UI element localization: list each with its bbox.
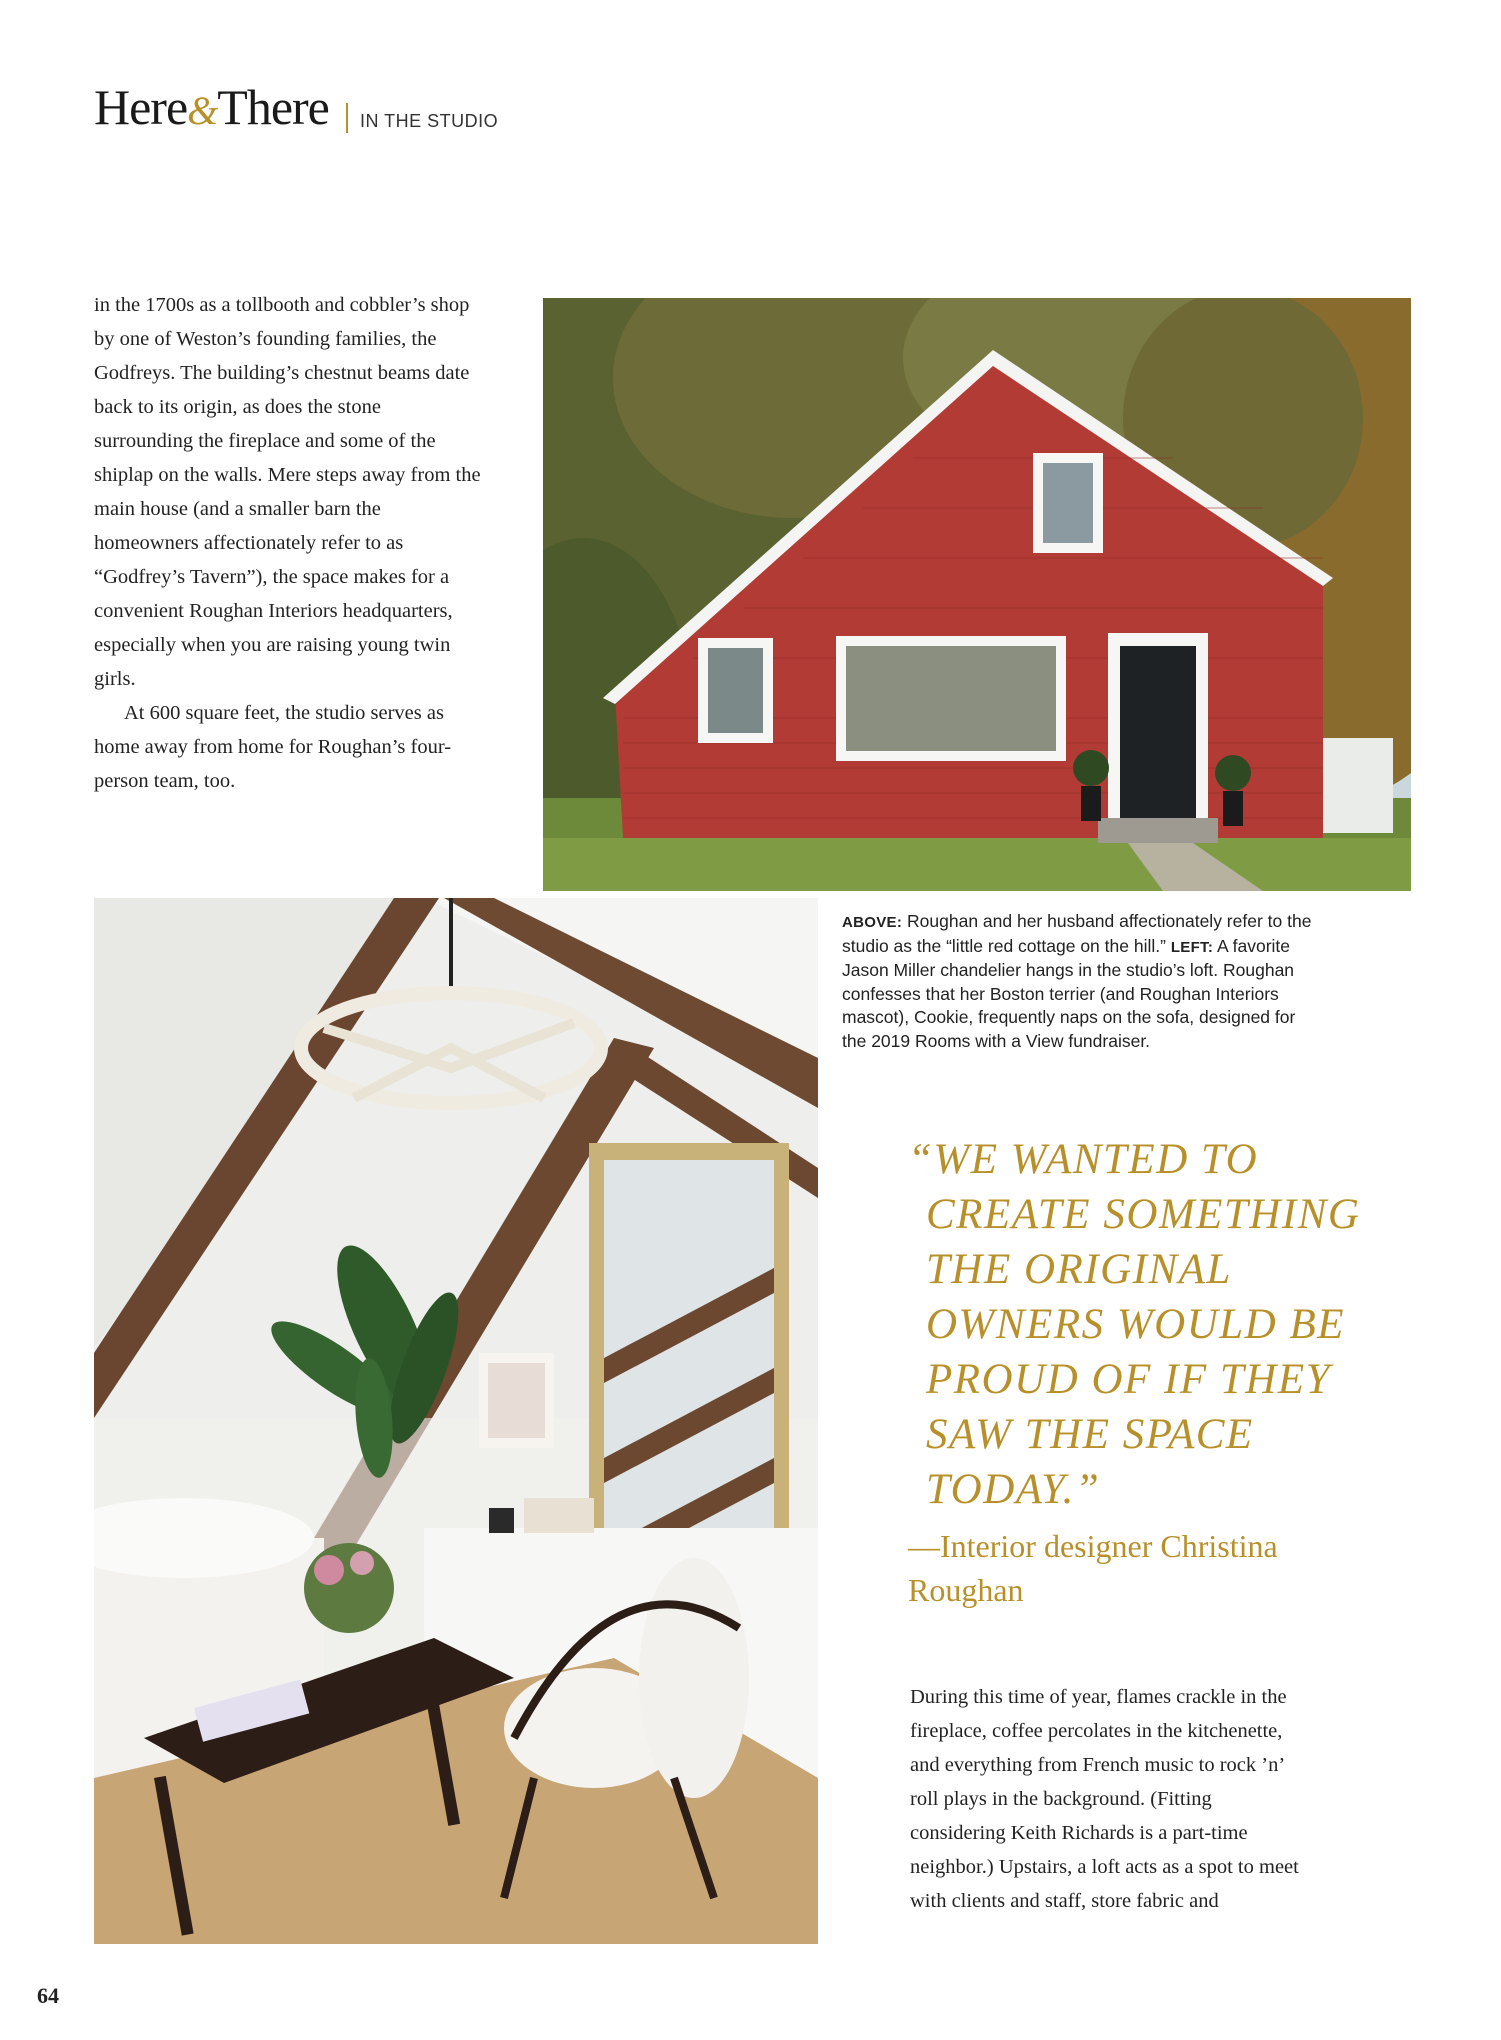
article-paragraph: in the 1700s as a tollbooth and cobbler’s shop by one of Weston’s founding families, the Godfreys. The building’s chestnut beams date back to its origin, as does the stone surrounding the fireplace and some of the shiplap on the walls. Mere steps away from the main house (and a smaller barn the homeowners affectionately refer to as “Godfrey’s Tavern”), the space makes for a convenient Roughan Interiors headquarters, especially when you are raising young twin girls.	[94, 294, 481, 690]
pull-quote	[908, 1132, 1408, 1517]
pull-quote-line: THE ORIGINAL	[926, 1246, 1232, 1293]
masthead-there: There	[217, 79, 329, 135]
article-paragraph: At 600 square feet, the studio serves as home away from home for Roughan’s four-person team, too.	[94, 702, 452, 792]
loft-photo	[94, 898, 818, 1944]
article-paragraph: During this time of year, flames crackle in the fireplace, coffee percolates in the kitchenette, and everything from French music to rock ’n’ roll plays in the background. (Fitting considering Keith Richards is a part-time neighbor.) Upstairs, a loft acts as a spot to meet with clients and staff, store fabric and	[910, 1686, 1299, 1912]
masthead-here: Here	[94, 79, 188, 135]
caption-above-text: Roughan and her husband affectionately refer to the studio as the “little red cottage on the hill.”	[842, 911, 1312, 956]
masthead-logo	[94, 79, 329, 135]
pull-quote-line: CREATE SOMETHING	[926, 1191, 1361, 1238]
photo-caption	[842, 910, 1312, 1053]
section-label: IN THE STUDIO	[360, 111, 499, 131]
article-column-1	[94, 288, 484, 798]
article-column-3	[910, 1680, 1310, 1918]
cottage-photo	[543, 298, 1411, 891]
pull-quote-line: PROUD OF IF THEY	[926, 1356, 1331, 1403]
page-number: 64	[37, 1983, 59, 2008]
pull-quote-line: OWNERS WOULD BE	[926, 1301, 1346, 1348]
caption-left-text: A favorite Jason Miller chandelier hangs in the studio’s loft. Roughan confesses that her Boston terrier (and Roughan Interiors mascot), Cookie, frequently naps on the sofa, designed for the 2019 Rooms with a View fundraiser.	[842, 935, 1296, 1051]
caption-left-label: LEFT:	[1170, 938, 1214, 956]
pull-quote-line: SAW THE SPACE	[926, 1411, 1254, 1458]
pull-quote-line: TODAY.”	[926, 1466, 1101, 1513]
caption-above-label: ABOVE:	[842, 914, 903, 931]
masthead-ampersand: &	[187, 88, 218, 133]
header-divider	[346, 103, 348, 133]
quote-attribution: —Interior designer Christina Roughan	[908, 1528, 1278, 1608]
pull-quote-line: “WE WANTED TO	[908, 1136, 1259, 1183]
